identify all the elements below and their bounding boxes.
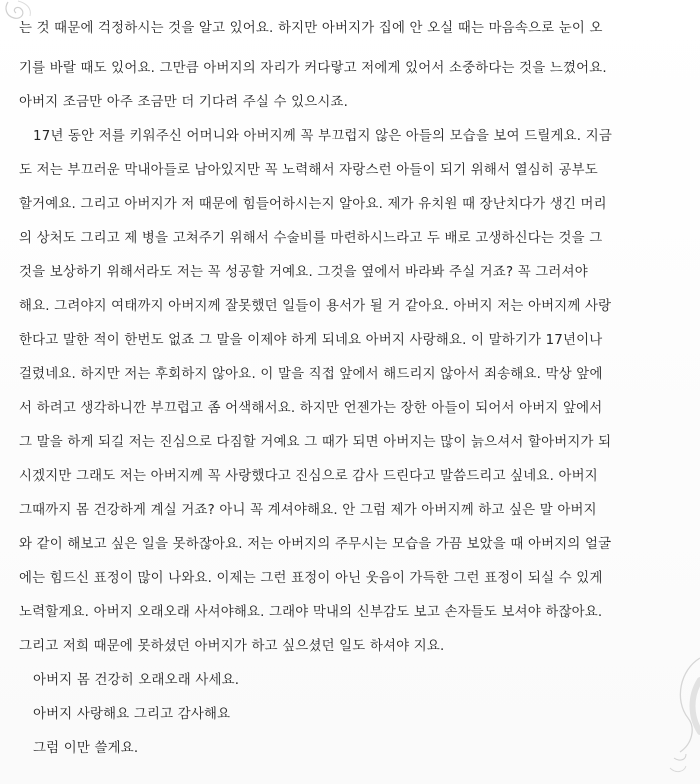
letter-line-11: 걸렸네요. 하지만 저는 후회하지 않아요. 이 말을 직접 앞에서 해드리지 않아서 죄송해요. 막상 앞에: [19, 367, 603, 382]
letter-line-19: 그리고 저희 때문에 못하셨던 아버지가 하고 싶으셨던 일도 하셔야 지요.: [19, 639, 445, 654]
letter-line-16: 와 같이 해보고 싶은 일을 못하잖아요. 저는 아버지의 주무시는 모습을 가끔 보았을 때 아버지의 얼굴: [19, 537, 612, 552]
letter-line-14: 시겠지만 그래도 저는 아버지께 꼭 사랑했다고 진심으로 감사 드린다고 말씀드리고 싶네요. 아버지: [19, 469, 598, 484]
letter-line-20: 아버지 몸 건강히 오래오래 사세요.: [33, 673, 240, 688]
letter-line-2: 기를 바랄 때도 있어요. 그만큼 아버지의 자리가 커다랗고 저에게 있어서 소중하다는 것을 느꼈어요.: [19, 61, 607, 76]
letter-line-17: 에는 힘드신 표정이 많이 나와요. 이제는 그런 표정이 아닌 웃음이 가득한 그런 표정이 되실 수 있게: [19, 571, 603, 586]
letter-line-15: 그때까지 몸 건강하게 계실 거죠? 아니 꼭 계셔야해요. 안 그럼 제가 아버지께 하고 싶은 말 아버지: [19, 503, 597, 518]
letter-line-21: 아버지 사랑해요 그리고 감사해요: [33, 707, 231, 722]
letter-line-8: 것을 보상하기 위해서라도 저는 꼭 성공할 거예요. 그것을 옆에서 바라봐 주실 거죠? 꼭 그러셔야: [19, 265, 588, 280]
letter-line-6: 할거예요. 그리고 아버지가 저 때문에 힘들어하시는지 알아요. 제가 유치원 때 장난치다가 생긴 머리: [19, 197, 607, 212]
letter-line-1: 는 것 때문에 걱정하시는 것을 알고 있어요. 하지만 아버지가 집에 안 오실 때는 마음속으로 눈이 오: [19, 21, 603, 36]
letter-line-7: 의 상처도 그리고 제 병을 고쳐주기 위해서 수술비를 마련하시느라고 두 배로 고생하신다는 것을 그: [19, 231, 603, 246]
letter-line-9: 해요. 그려야지 여태까지 아버지께 잘못했던 일들이 용서가 될 거 같아요. 아버지 저는 아버지께 사랑: [19, 299, 612, 314]
letter-line-3: 아버지 조금만 아주 조금만 더 기다려 주실 수 있으시죠.: [19, 95, 349, 110]
letter-line-12: 서 하려고 생각하니깐 부끄럽고 좀 어색해서요. 하지만 언젠가는 장한 아들이 되어서 아버지 앞에서: [19, 401, 603, 416]
letter-line-4: 17년 동안 저를 키워주신 어머니와 아버지께 꼭 부끄럽지 않은 아들의 모습을 보여 드릴게요. 지금: [33, 129, 612, 144]
letter-line-5: 도 저는 부끄러운 막내아들로 남아있지만 꼭 노력해서 자랑스런 아들이 되기 위해서 열심히 공부도: [19, 163, 598, 178]
letter-line-22: 그럼 이만 쓸게요.: [33, 741, 139, 756]
letter-line-13: 그 말을 하게 되길 저는 진심으로 다짐할 거예요 그 때가 되면 아버지는 많이 늙으셔서 할아버지가 되: [19, 435, 612, 450]
letter-line-18: 노력할게요. 아버지 오래오래 사셔야해요. 그래야 막내의 신부감도 보고 손자들도 보셔야 하잖아요.: [19, 605, 603, 620]
flourish-ornament-icon: [640, 640, 700, 784]
letter-line-10: 한다고 말한 적이 한번도 없죠 그 말을 이제야 하게 되네요 아버지 사랑해요. 이 말하기가 17년이나: [19, 333, 603, 348]
